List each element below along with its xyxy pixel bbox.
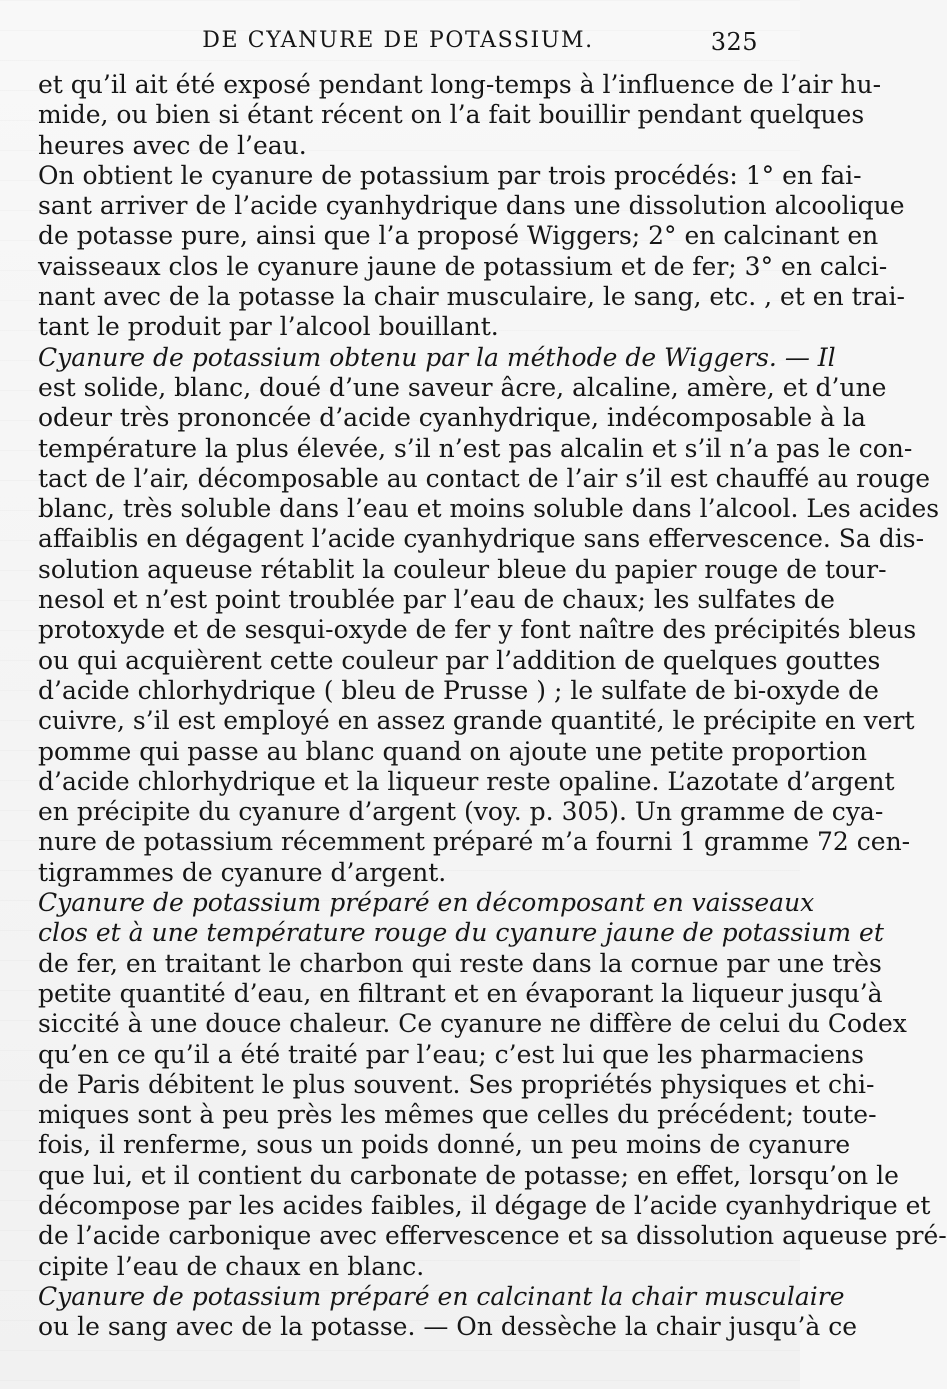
text-line: que lui, et il contient du carbonate de potasse; en effet, lorsqu’on le <box>38 1160 899 1190</box>
text-block <box>38 70 947 1342</box>
text-line: clos et à une température rouge du cyanure jaune de potassium et <box>38 918 884 948</box>
text-line: odeur très prononcée d’acide cyanhydrique, indécomposable à la <box>38 403 866 433</box>
text-line: nesol et n’est point troublée par l’eau de chaux; les sulfates de <box>38 585 835 615</box>
text-line: de l’acide carbonique avec effervescence et sa dissolution aqueuse pré- <box>38 1221 947 1251</box>
text-line: Cyanure de potassium préparé en décomposant en vaisseaux <box>38 888 815 918</box>
text-line: nant avec de la potasse la chair musculaire, le sang, etc. , et en trai- <box>38 282 905 312</box>
text-line: On obtient le cyanure de potassium par trois procédés: 1° en fai- <box>38 160 862 190</box>
text-line: protoxyde et de sesqui-oxyde de fer y font naître des précipités bleus <box>38 615 917 645</box>
text-line: en précipite du cyanure d’argent (voy. p. 305). Un gramme de cya- <box>38 797 884 827</box>
text-line: tigrammes de cyanure d’argent. <box>38 857 447 887</box>
text-line: siccité à une douce chaleur. Ce cyanure ne diffère de celui du Codex <box>38 1009 907 1039</box>
page-number: 325 <box>710 28 758 56</box>
text-line: mide, ou bien si étant récent on l’a fait bouillir pendant quelques <box>38 100 865 130</box>
text-line: ou le sang avec de la potasse. — On dessèche la chair jusqu’à ce <box>38 1312 858 1342</box>
text-line: de potasse pure, ainsi que l’a proposé Wiggers; 2° en calcinant en <box>38 221 879 251</box>
text-line: décompose par les acides faibles, il dégage de l’acide cyanhydrique et <box>38 1190 931 1220</box>
page-header <box>38 28 758 64</box>
text-line: est solide, blanc, doué d’une saveur âcre, alcaline, amère, et d’une <box>38 372 887 402</box>
running-title: DE CYANURE DE POTASSIUM. <box>202 28 594 53</box>
text-line: et qu’il ait été exposé pendant long-temps à l’influence de l’air hu- <box>38 70 882 99</box>
text-line: nure de potassium récemment préparé m’a fourni 1 gramme 72 cen- <box>38 827 911 857</box>
text-line: température la plus élevée, s’il n’est pas alcalin et s’il n’a pas le con- <box>38 433 913 463</box>
text-line: cipite l’eau de chaux en blanc. <box>38 1251 425 1281</box>
text-line: pomme qui passe au blanc quand on ajoute une petite proportion <box>38 736 868 766</box>
text-line: tact de l’air, décomposable au contact de l’air s’il est chauffé au rouge <box>38 463 931 493</box>
text-line: Cyanure de potassium préparé en calcinant la chair musculaire <box>38 1281 845 1311</box>
text-line: vaisseaux clos le cyanure jaune de potassium et de fer; 3° en calci- <box>38 251 888 281</box>
text-line: Cyanure de potassium obtenu par la méthode de Wiggers. — Il <box>38 342 836 372</box>
text-line: de Paris débitent le plus souvent. Ses propriétés physiques et chi- <box>38 1069 875 1099</box>
text-line: petite quantité d’eau, en filtrant et en évaporant la liqueur jusqu’à <box>38 978 883 1008</box>
text-line: ou qui acquièrent cette couleur par l’addition de quelques gouttes <box>38 645 881 675</box>
text-line: d’acide chlorhydrique ( bleu de Prusse ) ; le sulfate de bi-oxyde de <box>38 675 879 705</box>
text-line: sant arriver de l’acide cyanhydrique dans une dissolution alcoolique <box>38 191 905 221</box>
text-line: blanc, très soluble dans l’eau et moins soluble dans l’alcool. Les acides <box>38 494 940 524</box>
text-line: solution aqueuse rétablit la couleur bleue du papier rouge de tour- <box>38 554 887 584</box>
text-line: miques sont à peu près les mêmes que celles du précédent; toute- <box>38 1100 877 1130</box>
text-line: heures avec de l’eau. <box>38 130 307 160</box>
text-line: fois, il renferme, sous un poids donné, un peu moins de cyanure <box>38 1130 851 1160</box>
text-line: tant le produit par l’alcool bouillant. <box>38 312 499 342</box>
text-line: de fer, en traitant le charbon qui reste dans la cornue par une très <box>38 948 882 978</box>
text-line: affaiblis en dégagent l’acide cyanhydrique sans effervescence. Sa dis- <box>38 524 925 554</box>
text-line: d’acide chlorhydrique et la liqueur reste opaline. L’azotate d’argent <box>38 766 895 796</box>
text-line: cuivre, s’il est employé en assez grande quantité, le précipite en vert <box>38 706 915 736</box>
text-line: qu’en ce qu’il a été traité par l’eau; c’est lui que les pharmaciens <box>38 1039 864 1069</box>
